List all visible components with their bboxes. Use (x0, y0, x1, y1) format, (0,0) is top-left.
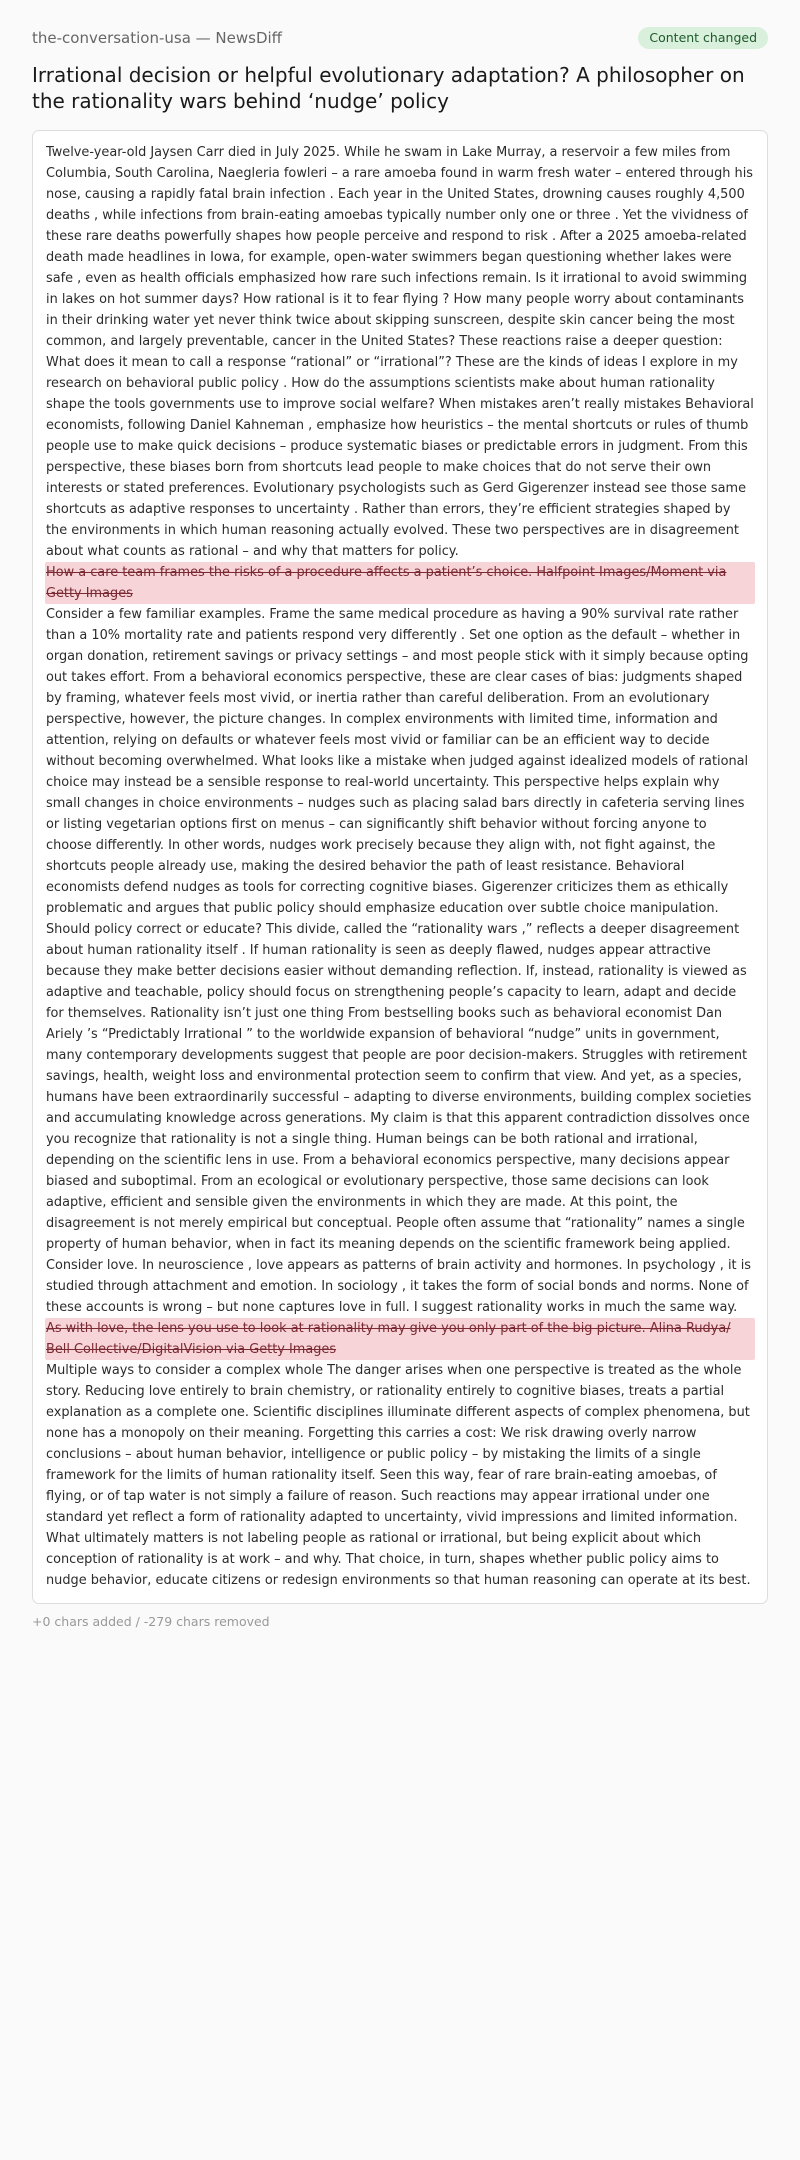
removed-caption: As with love, the lens you use to look at rationality may give you only part of the big picture. Alina Rudya/ Bell Collective/DigitalVision via Getty Images (45, 1318, 755, 1360)
paragraph-unchanged: Consider a few familiar examples. Frame the same medical procedure as having a 90% survival rate rather than a 10% mortality rate and patients respond very differently . Set one option as the default – whether in organ donation, retirement savings or privacy settings – and most people stick with it simply because opting out takes effort. From a behavioral economics perspective, these are clear cases of bias: judgments shaped by framing, whatever feels most vivid, or inertia rather than careful deliberation. From an evolutionary perspective, however, the picture changes. In complex environments with limited time, information and attention, relying on defaults or whatever feels most vivid or familiar can be an efficient way to decide without becoming overwhelmed. What looks like a mistake when judged against idealized models of rational choice may instead be a sensible response to real-world uncertainty. This perspective helps explain why small changes in choice environments – nudges such as placing salad bars directly in cafeteria serving lines or listing vegetarian options first on menus – can significantly shift behavior without forcing anyone to choose differently. In other words, nudges work precisely because they align with, not fight against, the shortcuts people already use, making the desired behavior the path of least resistance. Behavioral economists defend nudges as tools for correcting cognitive biases. Gigerenzer criticizes them as ethically problematic and argues that public policy should emphasize education over subtle choice manipulation. Should policy correct or educate? This divide, called the “rationality wars ,” reflects a deeper disagreement about human rationality itself . If human rationality is seen as deeply flawed, nudges appear attractive because they make better decisions easier without demanding reflection. If, instead, rationality is viewed as adaptive and teachable, policy should focus on strengthening people’s capacity to learn, adapt and decide for themselves. Rationality isn’t just one thing From bestselling books such as behavioral economist Dan Ariely ’s “Predictably Irrational ” to the worldwide expansion of behavioral “nudge” units in government, many contemporary developments suggest that people are poor decision-makers. Struggles with retirement savings, health, weight loss and environmental protection seem to confirm that view. And yet, as a species, humans have been extraordinarily successful – adapting to diverse environments, building complex societies and accumulating knowledge across generations. My claim is that this apparent contradiction dissolves once you recognize that rationality is not a single thing. Human beings can be both rational and irrational, depending on the scientific lens in use. From a behavioral economics perspective, many decisions appear biased and suboptimal. From an ecological or evolutionary perspective, those same decisions can look adaptive, efficient and sensible given the environments in which they are made. At this point, the disagreement is not merely empirical but conceptual. People often assume that “rationality” names a single property of human behavior, when in fact its meaning depends on the scientific framework being applied. Consider love. In neuroscience , love appears as patterns of brain activity and hormones. In psychology , it is studied through attachment and emotion. In sociology , it takes the form of social bonds and norms. None of these accounts is wrong – but none captures love in full. I suggest rationality works in much the same way. (46, 607, 752, 1315)
diff-content-card (32, 130, 768, 1604)
status-badge: Content changed (638, 27, 768, 49)
removed-caption: How a care team frames the risks of a procedure affects a patient’s choice. Halfpoint Images/Moment via Getty Images (45, 562, 755, 604)
source-label: the-conversation-usa — NewsDiff (32, 29, 283, 47)
header (32, 28, 768, 48)
article-title: Irrational decision or helpful evolutionary adaptation? A philosopher on the rationality wars behind ‘nudge’ policy (32, 63, 745, 113)
diff-stats: +0 chars added / -279 chars removed (32, 1614, 270, 1629)
paragraph-unchanged: Twelve-year-old Jaysen Carr died in July 2025. While he swam in Lake Murray, a reservoir a few miles from Columbia, South Carolina, Naegleria fowleri – a rare amoeba found in warm fresh water – entered through his nose, causing a rapidly fatal brain infection . Each year in the United States, drowning causes roughly 4,500 deaths , while infections from brain-eating amoebas typically number only one or three . Yet the vividness of these rare deaths powerfully shapes how people perceive and respond to risk . After a 2025 amoeba-related death made headlines in Iowa, for example, open-water swimmers began questioning whether lakes were safe , even as health officials emphasized how rare such infections remain. Is it irrational to avoid swimming in lakes on hot summer days? How rational is it to fear flying ? How many people worry about contaminants in their drinking water yet never think twice about skipping sunscreen, despite skin cancer being the most common, and largely preventable, cancer in the United States? These reactions raise a deeper question: What does it mean to call a response “rational” or “irrational”? These are the kinds of ideas I explore in my research on behavioral public policy . How do the assumptions scientists make about human rationality shape the tools governments use to improve social welfare? When mistakes aren’t really mistakes Behavioral economists, following Daniel Kahneman , emphasize how heuristics – the mental shortcuts or rules of thumb people use to make quick decisions – produce systematic biases or predictable errors in judgment. From this perspective, these biases born from shortcuts lead people to make choices that do not serve their own interests or stated preferences. Evolutionary psychologists such as Gerd Gigerenzer instead see those same shortcuts as adaptive responses to uncertainty . Rather than errors, they’re efficient strategies shaped by the environments in which human reasoning actually evolved. These two perspectives are in disagreement about what counts as rational – and why that matters for policy. (46, 145, 754, 559)
paragraph-unchanged: Multiple ways to consider a complex whole The danger arises when one perspective is treated as the whole story. Reducing love entirely to brain chemistry, or rationality entirely to cognitive biases, treats a partial explanation as a complete one. Scientific disciplines illuminate different aspects of complex phenomena, but none has a monopoly on their meaning. Forgetting this carries a cost: We risk drawing overly narrow conclusions – about human behavior, intelligence or public policy – by mistaking the limits of a single framework for the limits of human rationality itself. Seen this way, fear of rare brain-eating amoebas, of flying, or of tap water is not simply a failure of reason. Such reactions may appear irrational under one standard yet reflect a form of rationality adapted to uncertainty, vivid impressions and limited information. What ultimately matters is not labeling people as rational or irrational, but being explicit about which conception of rationality is at work – and why. That choice, in turn, shapes whether public policy aims to nudge behavior, educate citizens or redesign environments so that human reasoning can operate at its best. (46, 1363, 751, 1588)
